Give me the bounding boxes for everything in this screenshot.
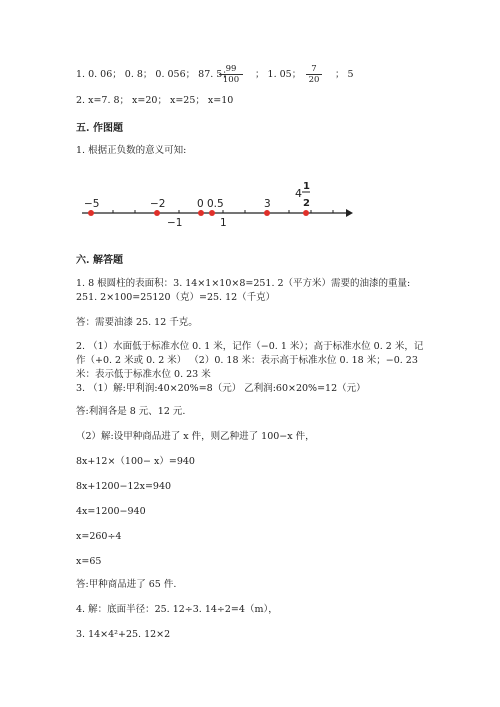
answer-text-line: 作（+0. 2 米或 0. 2 米） （2）0. 18 米：表示高于标准水位 0. 18 米；−0. 23 <box>76 355 418 366</box>
fraction-numerator: 99 <box>219 64 243 75</box>
answer-line-1-part2: ； 1. 05； <box>255 69 302 80</box>
answer-text-line: x=65 <box>76 556 102 567</box>
point-3 <box>264 210 270 216</box>
fraction-numerator: 7 <box>306 64 322 75</box>
label-mixed-numerator: 1 <box>303 181 310 192</box>
answer-line-1-part1: 1. 0. 06； 0. 8； 0. 056； 87. 5； <box>76 69 232 80</box>
label-3: 3 <box>264 198 271 210</box>
answer-text-line: 答：需要油漆 25. 12 千克。 <box>76 317 198 328</box>
answer-line-1-part3: ； 5 <box>335 69 354 80</box>
point-minus-2 <box>154 210 160 216</box>
answer-text-line: 3. 14×4²+25. 12×2 <box>76 629 171 640</box>
label-0-5: 0.5 <box>207 198 224 210</box>
number-line <box>0 170 500 230</box>
section-6-title: 六. 解答题 <box>76 255 123 266</box>
point-minus-5 <box>88 210 94 216</box>
label-minus-5: −5 <box>84 198 100 210</box>
label-minus-1: −1 <box>167 217 183 229</box>
answer-text-line: 2. （1）水面低于标准水位 0. 1 米，记作（−0. 1 米）；高于标准水位 0. 2 米，记 <box>76 341 424 352</box>
answer-text-line: 米：表示低于标准水位 0. 23 米 <box>76 369 211 380</box>
answer-text-line: 8x+1200−12x=940 <box>76 481 172 492</box>
label-1: 1 <box>220 217 227 229</box>
answer-line-2: 2. x=7. 8； x=20； x=25； x=10 <box>76 95 234 106</box>
label-mixed-denominator: 2 <box>303 198 310 209</box>
answer-text-line: 答:甲种商品进了 65 件. <box>76 579 177 590</box>
fraction-99-100 <box>219 64 243 85</box>
point-0 <box>198 210 204 216</box>
answer-text-line: 1. 8 根圆柱的表面积：3. 14×1×10×8=251. 2（平方米）需要的油漆的重量: <box>76 278 411 289</box>
answer-text-line: 8x+12×（100− x）=940 <box>76 456 195 467</box>
label-0: 0 <box>197 198 204 210</box>
answer-text-line: （2）解:设甲种商品进了 x 件，则乙种进了 100−x 件， <box>76 431 315 442</box>
point-0-5 <box>209 210 215 216</box>
answer-text-line: 4. 解：底面半径：25. 12÷3. 14÷2=4（m）， <box>76 604 278 615</box>
answer-text-line: x=260÷4 <box>76 531 122 542</box>
fraction-denominator: 100 <box>222 75 240 85</box>
arrow-icon <box>346 209 353 217</box>
answer-text-line: 3. （1）解:甲利润:40×20%=8（元） 乙利润:60×20%=12（元） <box>76 383 366 394</box>
fraction-7-20 <box>306 64 322 85</box>
section-5-title: 五. 作图题 <box>76 123 123 134</box>
label-minus-2: −2 <box>150 198 166 210</box>
answer-text-line: 4x=1200−940 <box>76 506 146 517</box>
point-4-5 <box>303 210 309 216</box>
fraction-denominator: 20 <box>308 75 320 85</box>
label-mixed-whole: 4 <box>295 187 302 200</box>
answer-text-line: 251. 2×100=25120（克）=25. 12（千克） <box>76 292 276 303</box>
answer-text-line: 答:利润各是 8 元、12 元. <box>76 406 186 417</box>
section-5-item-1: 1. 根据正负数的意义可知: <box>76 145 187 156</box>
